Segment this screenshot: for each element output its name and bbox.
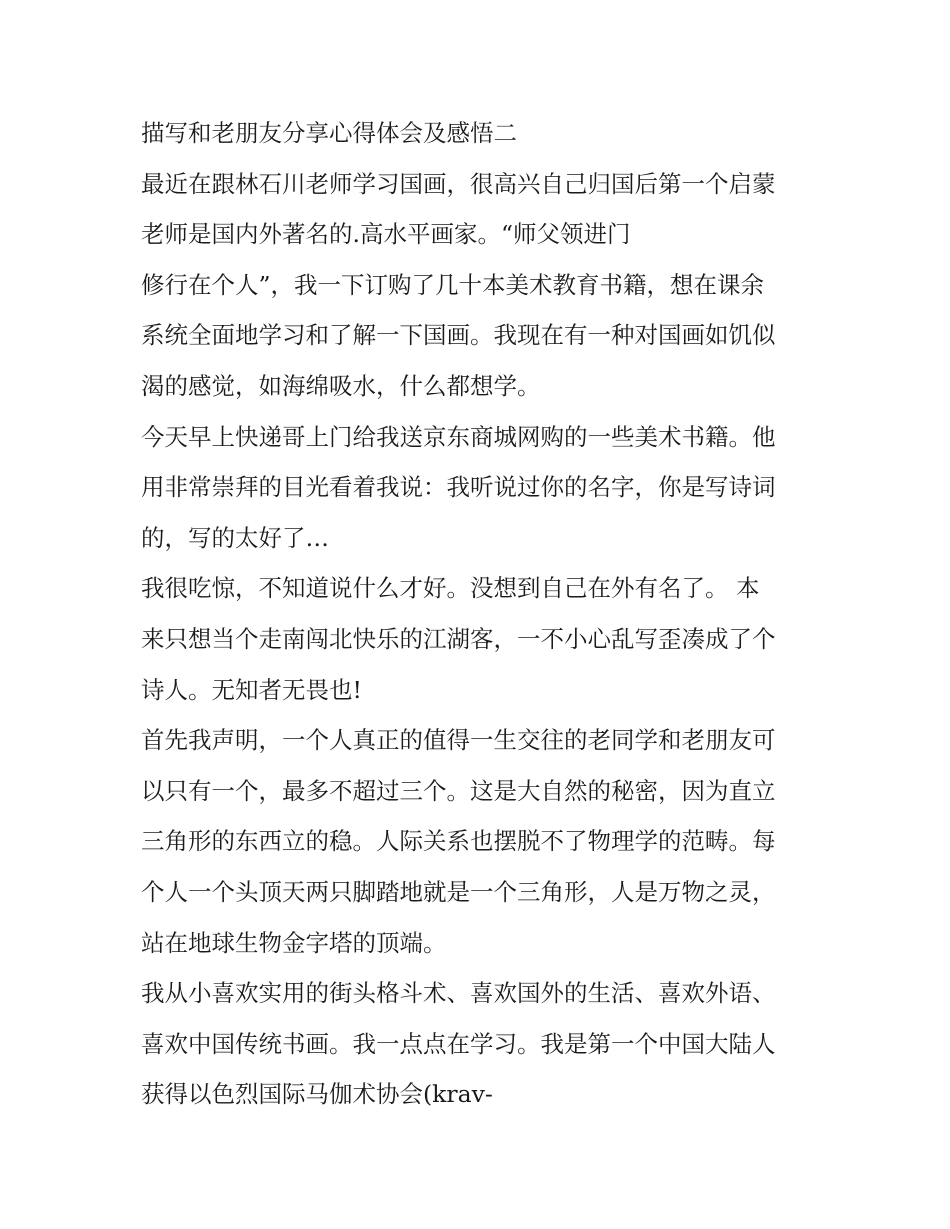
text-line: 用非常崇拜的目光看着我说：我听说过你的名字，你是写诗词 (141, 473, 776, 502)
text-line: 诗人。无知者无畏也! (141, 675, 362, 704)
text-line: 我很吃惊，不知道说什么才好。没想到自己在外有名了。 本 (141, 574, 760, 603)
text-line: 喜欢中国传统书画。我一点点在学习。我是第一个中国大陆人 (141, 1029, 776, 1058)
text-line: 获得以色烈国际马伽术协会(krav- (141, 1080, 493, 1109)
text-line: 渴的感觉，如海绵吸水，什么都想学。 (141, 371, 541, 400)
text-line: 我从小喜欢实用的街头格斗术、喜欢国外的生活、喜欢外语、 (141, 979, 776, 1008)
text-line: 三角形的东西立的稳。人际关系也摆脱不了物理学的范畴。每 (141, 827, 776, 856)
text-line: 来只想当个走南闯北快乐的江湖客，一不小心乱写歪凑成了个 (141, 624, 776, 653)
text-line: 站在地球生物金字塔的顶端。 (141, 928, 447, 957)
text-line: 老师是国内外著名的.高水平画家。“师父领进门 (141, 220, 631, 249)
document-title: 描写和老朋友分享心得体会及感悟二 (141, 119, 517, 147)
document-body (141, 108, 821, 1120)
text-line: 今天早上快递哥上门给我送京东商城网购的一些美术书籍。他 (141, 422, 776, 451)
text-line: 的，写的太好了… (141, 523, 329, 552)
text-line: 以只有一个，最多不超过三个。这是大自然的秘密，因为直立 (141, 776, 776, 805)
text-line: 修行在个人”，我一下订购了几十本美术教育书籍，想在课余 (141, 270, 765, 299)
text-line: 首先我声明，一个人真正的值得一生交往的老同学和老朋友可 (141, 726, 776, 755)
text-line: 系统全面地学习和了解一下国画。我现在有一种对国画如饥似 (141, 321, 776, 350)
text-line: 最近在跟林石川老师学习国画，很高兴自己归国后第一个启蒙 (141, 169, 776, 198)
text-line: 个人一个头顶天两只脚踏地就是一个三角形，人是万物之灵， (141, 877, 776, 906)
